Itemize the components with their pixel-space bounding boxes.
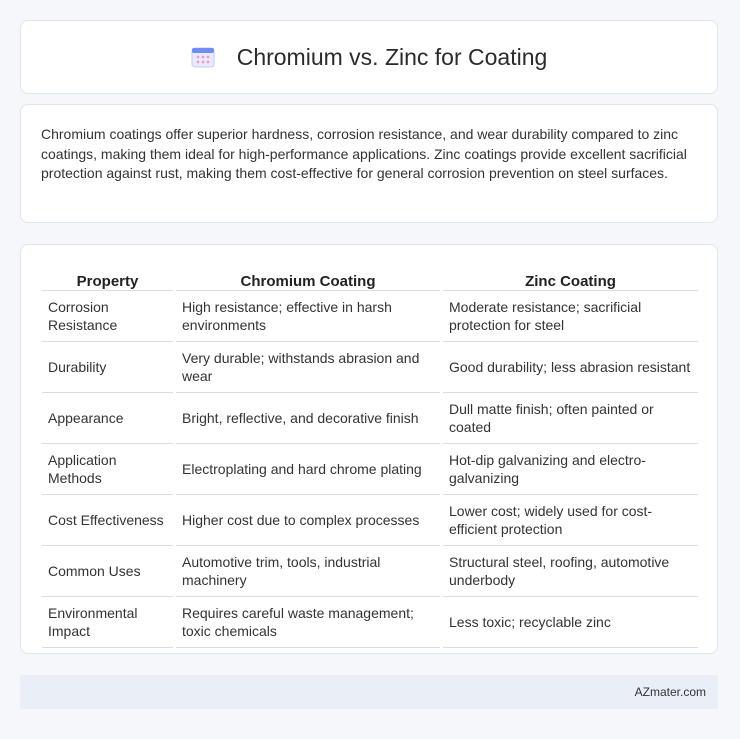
cell-chromium: Very durable; withstands abrasion and wear bbox=[176, 342, 440, 393]
cell-zinc: Less toxic; recyclable zinc bbox=[443, 597, 698, 648]
calendar-icon bbox=[191, 45, 215, 69]
table-row bbox=[42, 393, 698, 444]
cell-chromium: Requires careful waste management; toxic chemicals bbox=[176, 597, 440, 648]
footer-brand: AZmater.com bbox=[634, 685, 706, 699]
table-header-row bbox=[42, 265, 698, 291]
footer-bar bbox=[20, 675, 718, 709]
summary-text: Chromium coatings offer superior hardness, corrosion resistance, and wear durability compared to zinc coatings, making them ideal for high-performance applications. Zinc coatings provide excellent sacrificial protection against rust, making them cost-effective for general corrosion prevention on steel surfaces. bbox=[41, 126, 687, 181]
page-title: Chromium vs. Zinc for Coating bbox=[236, 43, 548, 70]
table-row bbox=[42, 495, 698, 546]
header-chromium: Chromium Coating bbox=[176, 265, 440, 291]
header-property: Property bbox=[42, 265, 173, 291]
cell-property: Corrosion Resistance bbox=[42, 291, 173, 342]
comparison-table bbox=[39, 265, 701, 648]
cell-zinc: Dull matte finish; often painted or coated bbox=[443, 393, 698, 444]
table-row bbox=[42, 444, 698, 495]
cell-property: Environmental Impact bbox=[42, 597, 173, 648]
cell-zinc: Hot-dip galvanizing and electro-galvanizing bbox=[443, 444, 698, 495]
cell-chromium: High resistance; effective in harsh environments bbox=[176, 291, 440, 342]
summary-card bbox=[20, 104, 718, 223]
cell-property: Application Methods bbox=[42, 444, 173, 495]
cell-chromium: Electroplating and hard chrome plating bbox=[176, 444, 440, 495]
cell-zinc: Moderate resistance; sacrificial protection for steel bbox=[443, 291, 698, 342]
table-row bbox=[42, 291, 698, 342]
cell-zinc: Structural steel, roofing, automotive underbody bbox=[443, 546, 698, 597]
comparison-table-card bbox=[20, 244, 718, 654]
cell-property: Durability bbox=[42, 342, 173, 393]
cell-chromium: Higher cost due to complex processes bbox=[176, 495, 440, 546]
cell-property: Cost Effectiveness bbox=[42, 495, 173, 546]
table-row bbox=[42, 546, 698, 597]
header-zinc: Zinc Coating bbox=[443, 265, 698, 291]
cell-property: Appearance bbox=[42, 393, 173, 444]
cell-zinc: Good durability; less abrasion resistant bbox=[443, 342, 698, 393]
cell-chromium: Bright, reflective, and decorative finish bbox=[176, 393, 440, 444]
cell-chromium: Automotive trim, tools, industrial machinery bbox=[176, 546, 440, 597]
cell-property: Common Uses bbox=[42, 546, 173, 597]
title-card bbox=[20, 20, 718, 94]
table-row bbox=[42, 597, 698, 648]
table-row bbox=[42, 342, 698, 393]
cell-zinc: Lower cost; widely used for cost-efficient protection bbox=[443, 495, 698, 546]
